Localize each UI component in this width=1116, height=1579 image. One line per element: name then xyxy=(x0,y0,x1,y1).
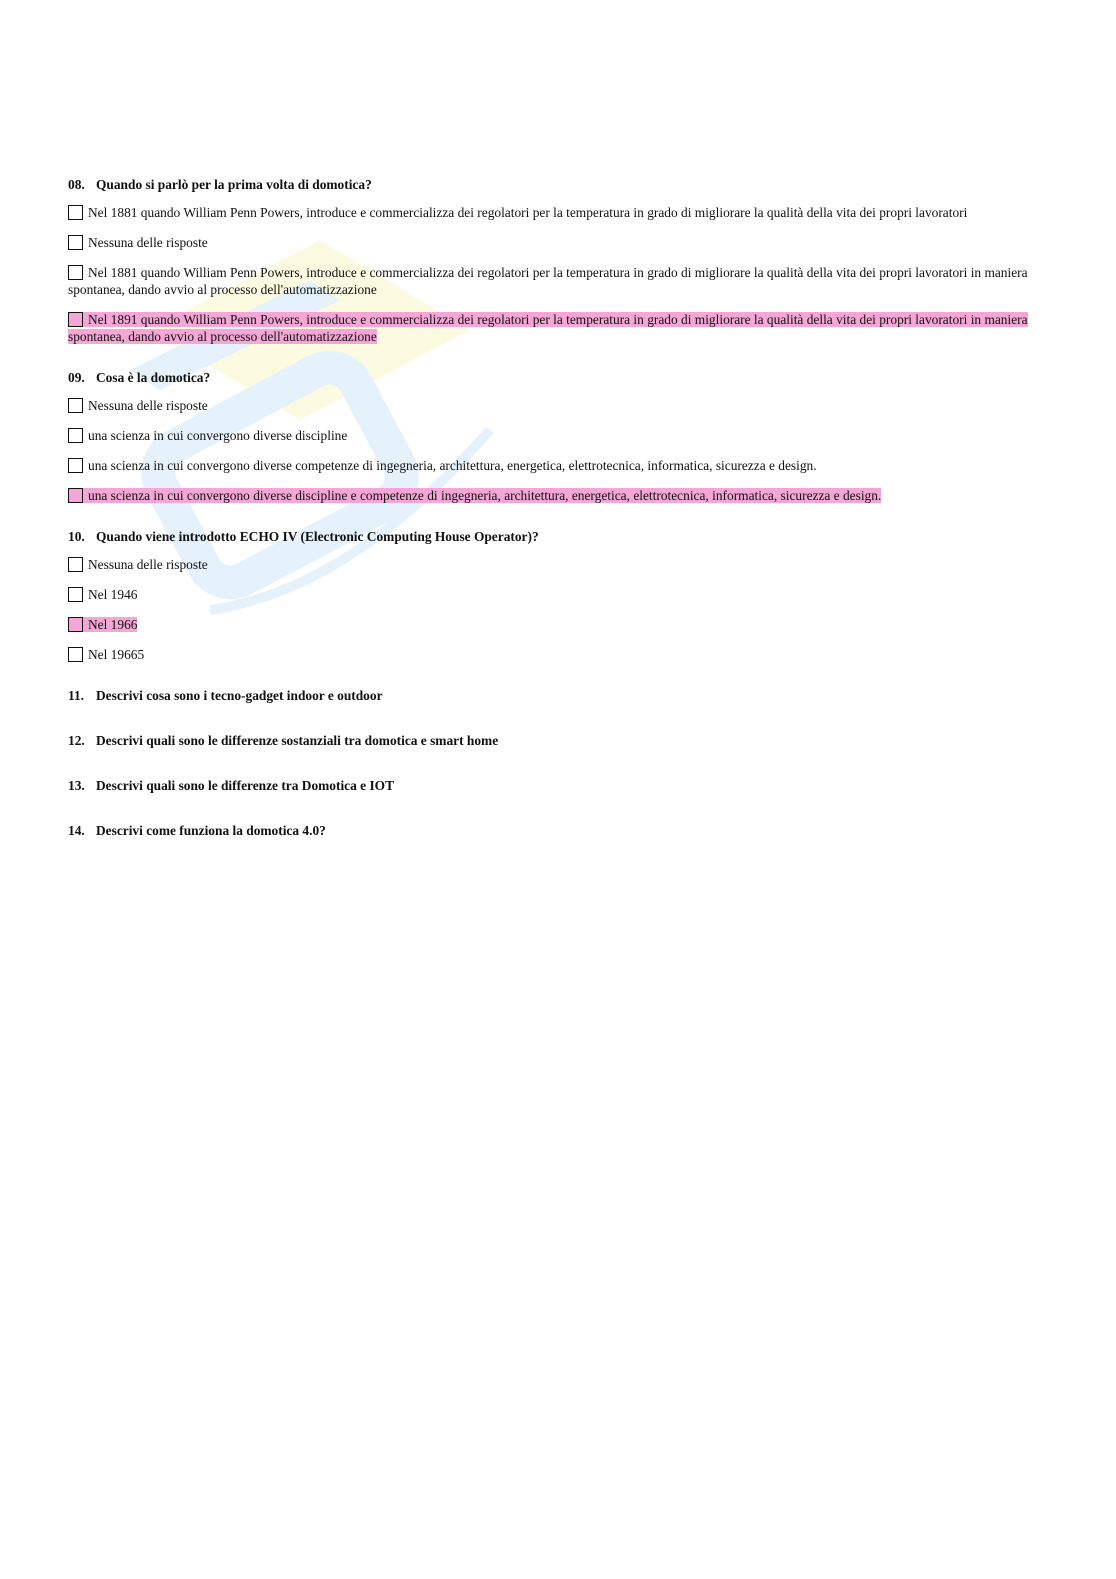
question-text: Quando viene introdotto ECHO IV (Electronic Computing House Operator)? xyxy=(96,529,539,544)
answer-option[interactable] xyxy=(68,264,1028,298)
answer-text: Nel 1881 quando William Penn Powers, introduce e commercializza dei regolatori per la temperatura in grado di migliorare la qualità della vita dei propri lavoratori in maniera spontanea, dando avvio al processo dell'automatizzazione xyxy=(68,265,1028,297)
answer-option[interactable] xyxy=(68,586,1028,603)
question-number: 12. xyxy=(68,733,85,748)
answer-option[interactable] xyxy=(68,397,1028,414)
question-text: Descrivi quali sono le differenze tra Domotica e IOT xyxy=(96,778,395,793)
answer-text: Nel 1966 xyxy=(88,617,138,632)
checkbox[interactable] xyxy=(68,557,83,572)
checkbox[interactable] xyxy=(68,587,83,602)
checkbox[interactable] xyxy=(68,458,83,473)
answer-content xyxy=(68,458,817,473)
answer-text: Nel 19665 xyxy=(88,647,145,662)
checkbox[interactable] xyxy=(68,205,83,220)
question-text: Cosa è la domotica? xyxy=(96,370,211,385)
question-number: 11. xyxy=(68,688,84,703)
answer-text: Nel 1891 quando William Penn Powers, introduce e commercializza dei regolatori per la temperatura in grado di migliorare la qualità della vita dei propri lavoratori in maniera spontanea, dando avvio al processo dell'automatizzazione xyxy=(68,312,1028,344)
open-question-14 xyxy=(68,822,1028,840)
answer-option[interactable] xyxy=(68,234,1028,251)
answer-content xyxy=(68,205,967,220)
answer-content xyxy=(68,235,208,250)
answer-content xyxy=(68,557,208,572)
answer-option[interactable] xyxy=(68,427,1028,444)
question-text: Quando si parlò per la prima volta di domotica? xyxy=(96,177,372,192)
answer-option[interactable] xyxy=(68,646,1028,663)
checkbox[interactable] xyxy=(68,488,83,503)
answer-option[interactable] xyxy=(68,457,1028,474)
answer-content xyxy=(68,428,347,443)
multiple-choice-questions xyxy=(68,176,1028,663)
open-question-12 xyxy=(68,732,1028,750)
highlighted-answer xyxy=(68,617,137,632)
checkbox[interactable] xyxy=(68,428,83,443)
question-10 xyxy=(68,528,1028,663)
answer-text: una scienza in cui convergono diverse discipline xyxy=(88,428,348,443)
question-08 xyxy=(68,176,1028,345)
answer-content xyxy=(68,265,1028,297)
open-question-11 xyxy=(68,687,1028,705)
answer-content xyxy=(68,398,208,413)
answer-content xyxy=(68,587,137,602)
highlighted-answer xyxy=(68,488,881,503)
answer-option[interactable] xyxy=(68,204,1028,221)
answer-text: una scienza in cui convergono diverse discipline e competenze di ingegneria, architettura, energetica, elettrotecnica, informatica, sicurezza e design. xyxy=(88,488,882,503)
quiz-page xyxy=(68,176,1028,867)
checkbox[interactable] xyxy=(68,617,83,632)
question-number: 09. xyxy=(68,370,85,385)
question-number: 14. xyxy=(68,823,85,838)
question-text: Descrivi cosa sono i tecno-gadget indoor e outdoor xyxy=(96,688,383,703)
question-number: 08. xyxy=(68,177,85,192)
answer-option[interactable] xyxy=(68,487,1028,504)
answer-option[interactable] xyxy=(68,311,1028,345)
question-title xyxy=(68,528,1028,546)
question-text: Descrivi quali sono le differenze sostanziali tra domotica e smart home xyxy=(96,733,499,748)
highlighted-answer xyxy=(68,312,1028,344)
checkbox[interactable] xyxy=(68,312,83,327)
checkbox[interactable] xyxy=(68,647,83,662)
answer-option[interactable] xyxy=(68,556,1028,573)
question-number: 10. xyxy=(68,529,85,544)
open-questions xyxy=(68,687,1028,840)
answer-text: Nessuna delle risposte xyxy=(88,398,208,413)
answer-text: Nel 1881 quando William Penn Powers, introduce e commercializza dei regolatori per la temperatura in grado di migliorare la qualità della vita dei propri lavoratori xyxy=(88,205,968,220)
open-question-13 xyxy=(68,777,1028,795)
question-title xyxy=(68,176,1028,194)
question-number: 13. xyxy=(68,778,85,793)
checkbox[interactable] xyxy=(68,398,83,413)
checkbox[interactable] xyxy=(68,265,83,280)
question-text: Descrivi come funziona la domotica 4.0? xyxy=(96,823,326,838)
question-09 xyxy=(68,369,1028,504)
answer-text: una scienza in cui convergono diverse competenze di ingegneria, architettura, energetica, elettrotecnica, informatica, sicurezza e design. xyxy=(88,458,817,473)
checkbox[interactable] xyxy=(68,235,83,250)
answer-text: Nel 1946 xyxy=(88,587,138,602)
answer-text: Nessuna delle risposte xyxy=(88,557,208,572)
answer-content xyxy=(68,647,144,662)
answer-text: Nessuna delle risposte xyxy=(88,235,208,250)
question-title xyxy=(68,369,1028,387)
answer-option[interactable] xyxy=(68,616,1028,633)
